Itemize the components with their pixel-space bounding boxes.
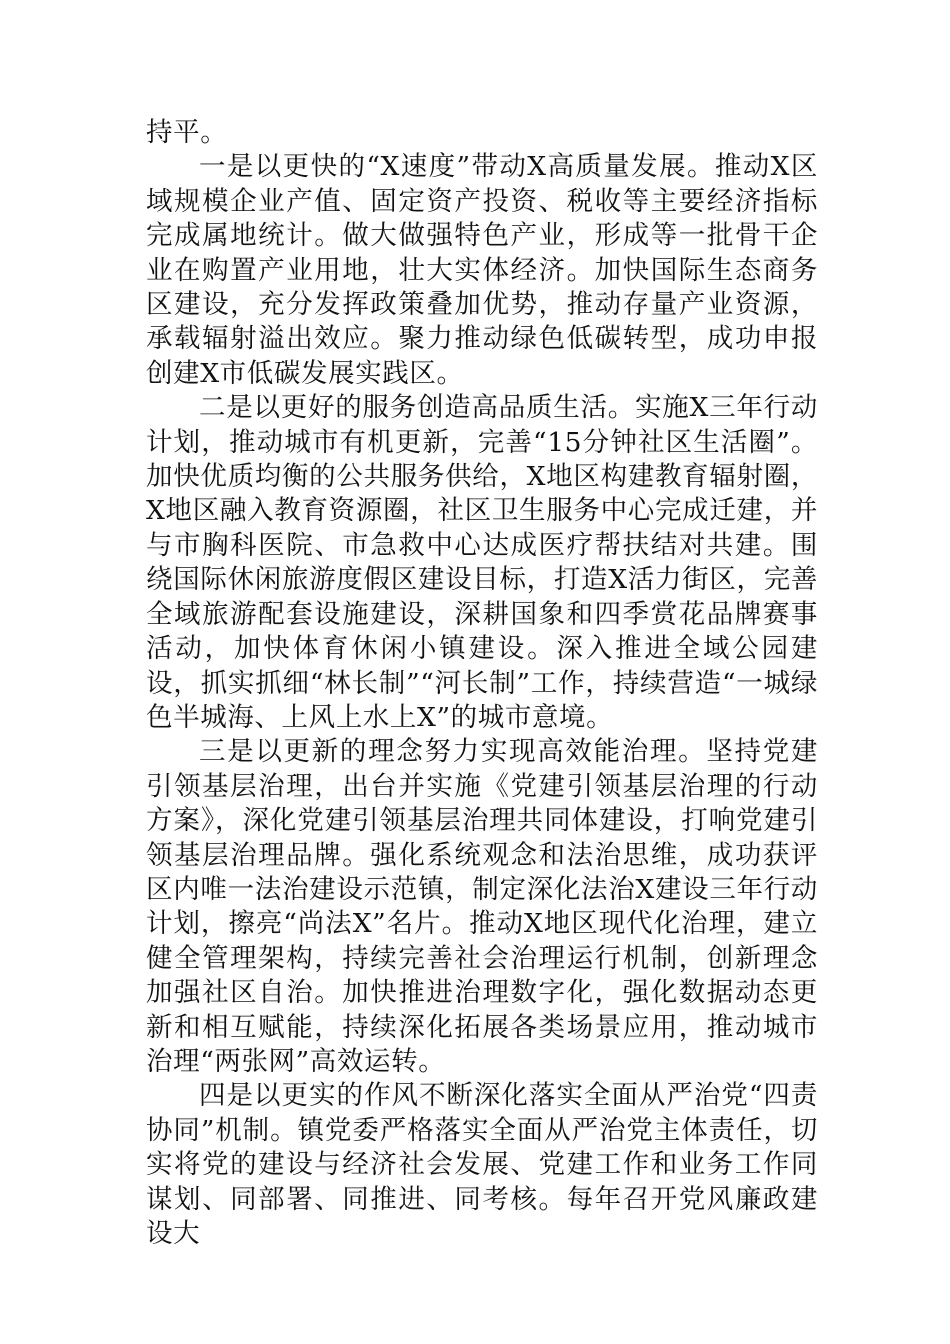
paragraph-party-discipline: 四是以更实的作风不断深化落实全面从严治党“四责协同”机制。镇党委严格落实全面从严治党主体责任，切实将党的建设与经济社会发展、党建工作和业务工作同谋划、同部署、同推进、同考核。每年召开党风廉政建设大	[146, 1080, 818, 1249]
paragraph-governance: 三是以更新的理念努力实现高效能治理。坚持党建引领基层治理，出台并实施《党建引领基层治理的行动方案》，深化党建引领基层治理共同体建设，打响党建引领基层治理品牌。强化系统观念和法治思维，成功获评区内唯一法治建设示范镇，制定深化法治X建设三年行动计划，擦亮“尚法X”名片。推动X地区现代化治理，建立健全管理架构，持续完善社会治理运行机制，创新理念加强社区自治。加快推进治理数字化，强化数据动态更新和相互赋能，持续深化拓展各类场景应用，推动城市治理“两张网”高效运转。	[146, 736, 818, 1077]
paragraph-economy: 一是以更快的“X速度”带动X高质量发展。推动X区域规模企业产值、固定资产投资、税收等主要经济指标完成属地统计。做大做强特色产业，形成等一批骨干企业在购置产业用地，壮大实体经济。加快国际生态商务区建设，充分发挥政策叠加优势，推动存量产业资源，承载辐射溢出效应。聚力推动绿色低碳转型，成功申报创建X市低碳发展实践区。	[146, 151, 818, 389]
paragraph-continuation: 持平。	[146, 117, 228, 148]
document-body	[146, 116, 818, 1251]
paragraph-services: 二是以更好的服务创造高品质生活。实施X三年行动计划，推动城市有机更新，完善“15分钟社区生活圈”。加快优质均衡的公共服务供给，X地区构建教育辐射圈，X地区融入教育资源圈，社区卫生服务中心完成迁建，并与市胸科医院、市急救中心达成医疗帮扶结对共建。围绕国际休闲旅游度假区建设目标，打造X活力街区，完善全域旅游配套设施建设，深耕国象和四季赏花品牌赛事活动，加快体育休闲小镇建设。深入推进全域公园建设，抓实抓细“林长制”“河长制”工作，持续营造“一城绿色半城海、上风上水上X”的城市意境。	[146, 392, 818, 733]
